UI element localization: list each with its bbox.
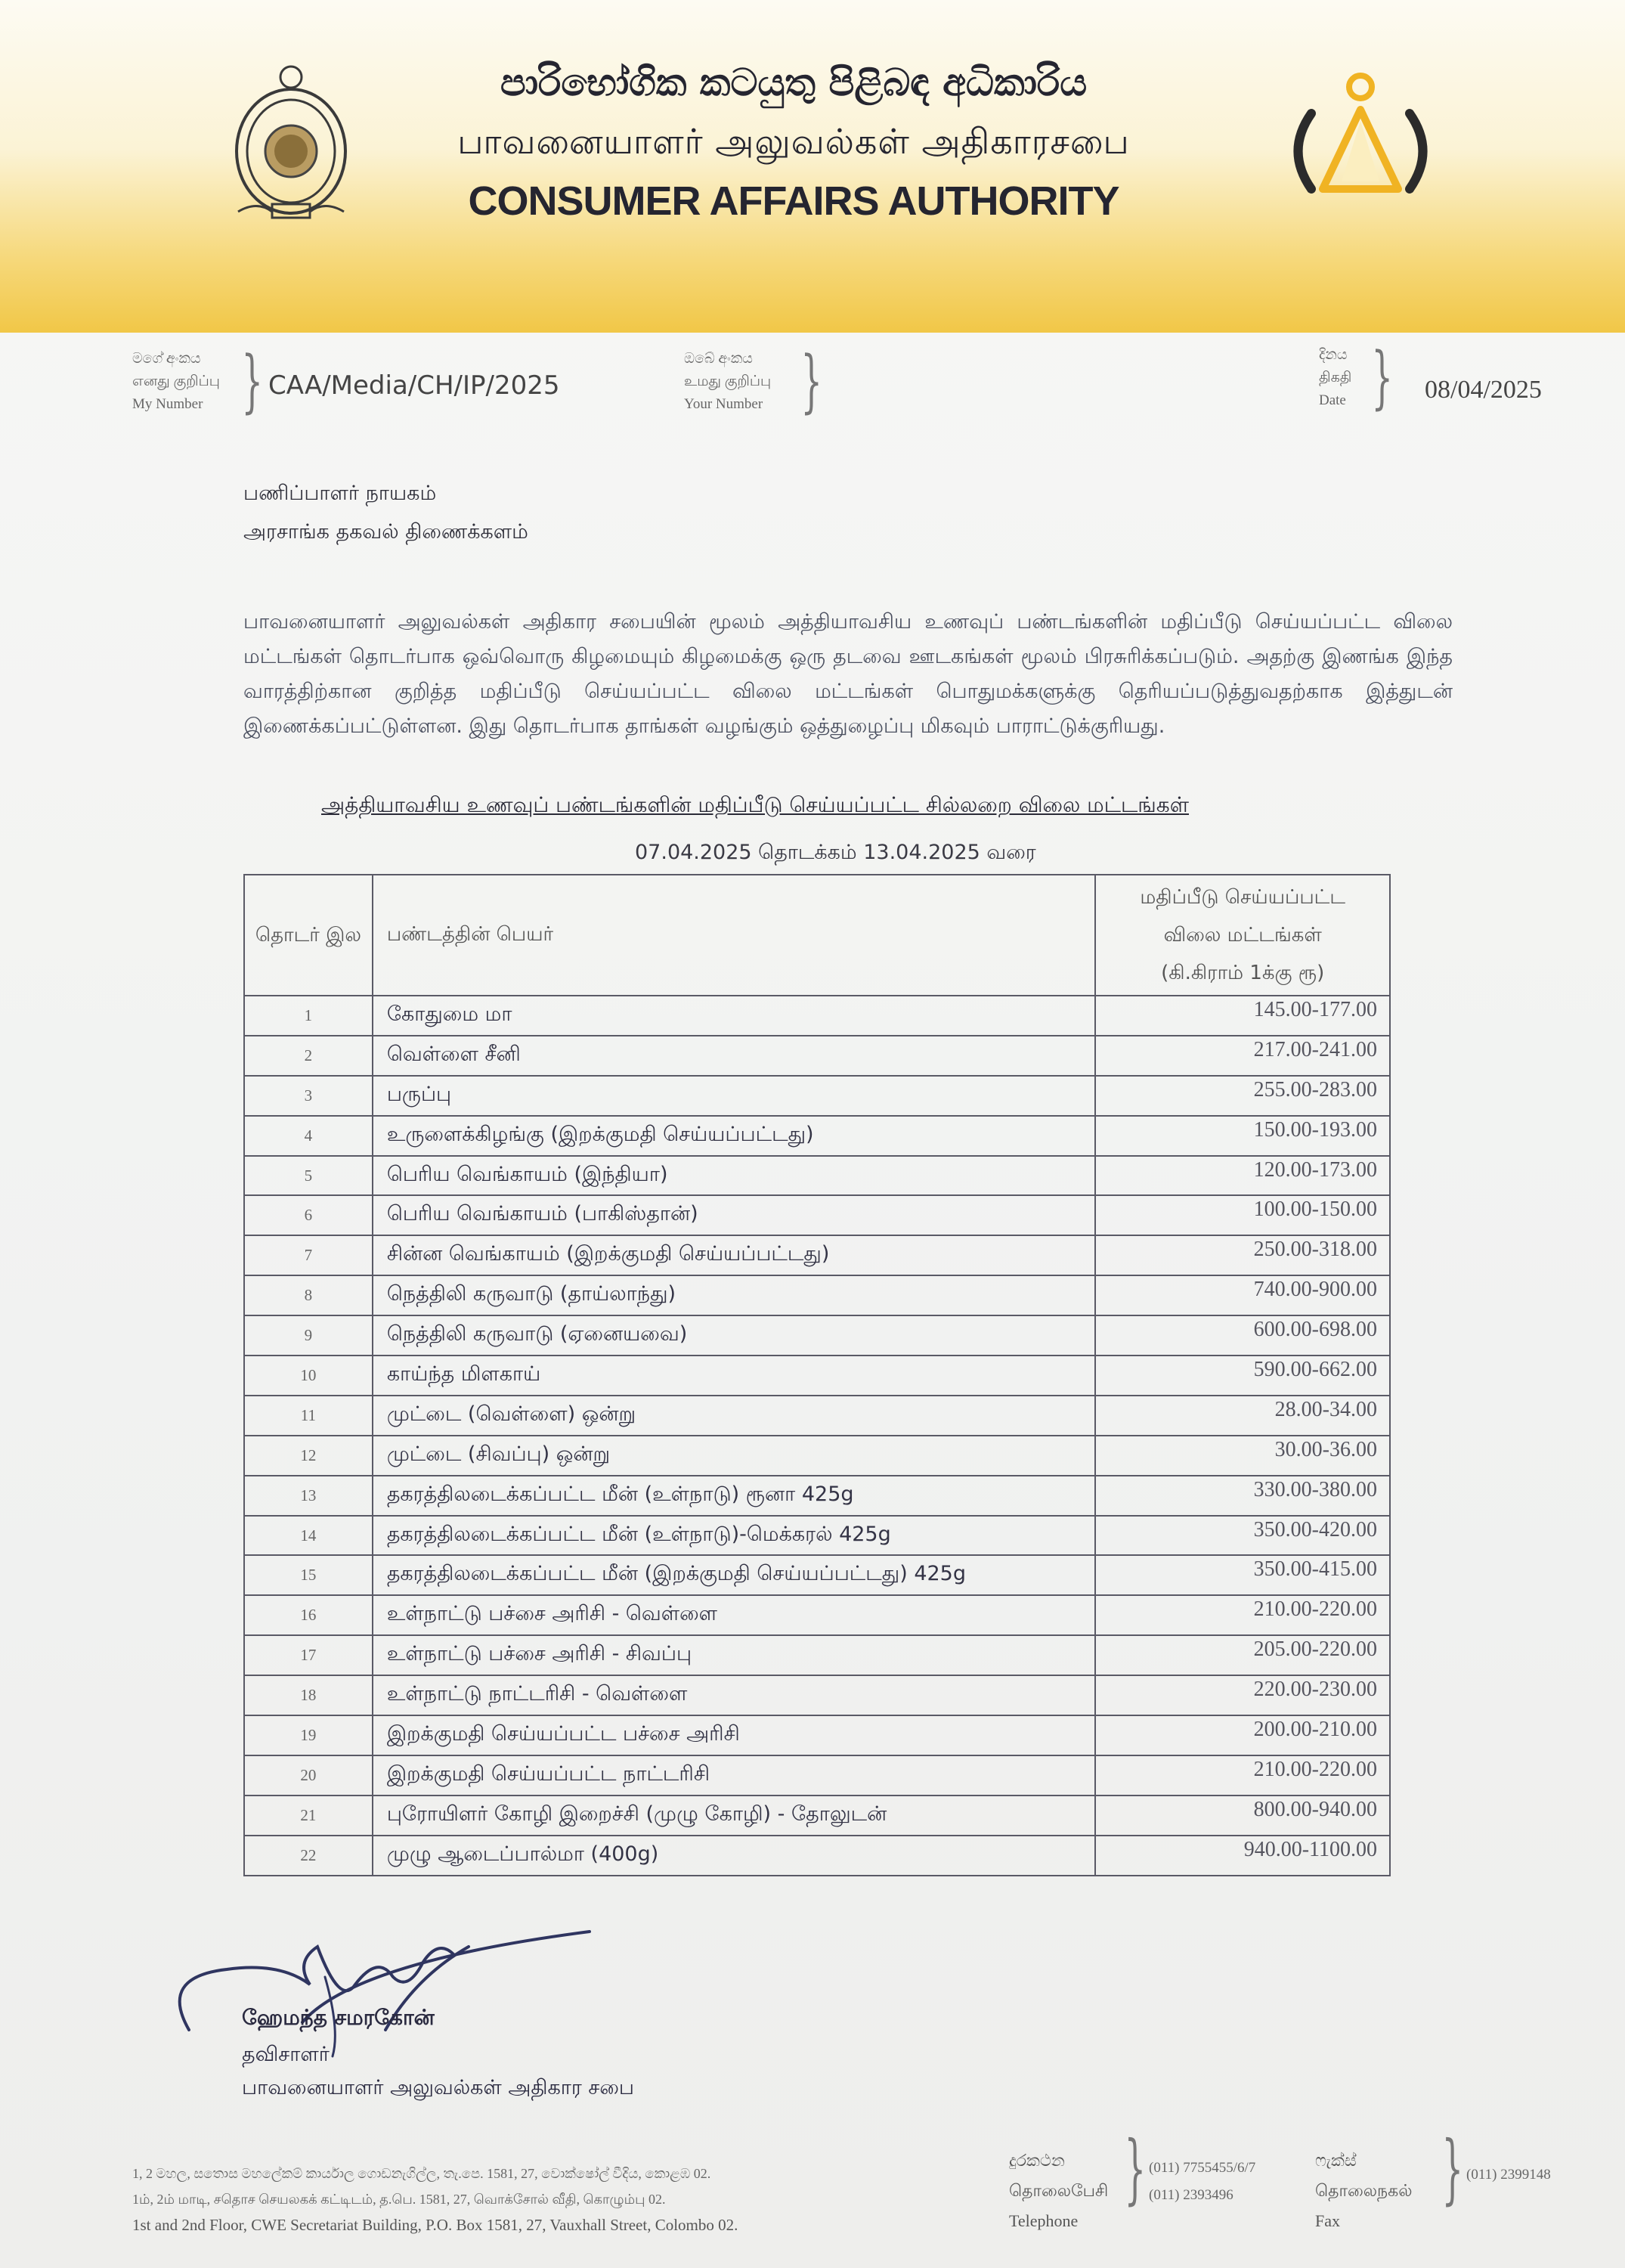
footer-address	[132, 2161, 738, 2238]
row-serial-no: 16	[244, 1595, 373, 1635]
brace-glyph: }	[1124, 2124, 1147, 2213]
brace-glyph: }	[1441, 2124, 1464, 2213]
row-serial-no: 12	[244, 1436, 373, 1476]
row-item-name: உள்நாட்டு பச்சை அரிசி - சிவப்பு	[373, 1635, 1096, 1675]
row-item-name: புரோயிளர் கோழி இறைச்சி (முழு கோழி) - தோலுடன்	[373, 1796, 1096, 1836]
caa-logo	[1270, 68, 1451, 212]
fax-label-en: Fax	[1315, 2211, 1340, 2230]
row-price-range: 210.00-220.00	[1095, 1595, 1390, 1635]
telephone-labels	[1009, 2146, 1108, 2236]
table-row	[244, 1195, 1390, 1235]
row-item-name: தகரத்திலடைக்கப்பட்ட மீன் (உள்நாடு) ரூனா 425g	[373, 1476, 1096, 1516]
table-row	[244, 1796, 1390, 1836]
row-serial-no: 7	[244, 1235, 373, 1275]
row-price-range: 30.00-36.00	[1095, 1436, 1390, 1476]
header-item-name: பண்டத்தின் பெயர்	[373, 875, 1096, 996]
row-item-name: தகரத்திலடைக்கப்பட்ட மீன் (உள்நாடு)-மெக்கரல் 425g	[373, 1516, 1096, 1556]
table-row	[244, 1235, 1390, 1275]
row-item-name: நெத்திலி கருவாடு (ஏனையவை)	[373, 1315, 1096, 1356]
header-price-line-1: மதிப்பீடு செய்யப்பட்ட	[1140, 886, 1346, 909]
telephone-label-ta: தொலைபேசி	[1009, 2181, 1109, 2200]
footer-address-tamil: 1ம், 2ம் மாடி, சதொச செயலகக் கட்டிடம், த.பெ. 1581, 27, வொக்சோல் வீதி, கொழும்பு 02.	[132, 2192, 666, 2207]
row-serial-no: 18	[244, 1675, 373, 1715]
row-item-name: காய்ந்த மிளகாய்	[373, 1356, 1096, 1396]
row-item-name: முழு ஆடைப்பால்மா (400g)	[373, 1836, 1096, 1876]
header-price	[1095, 875, 1390, 996]
table-row	[244, 1396, 1390, 1436]
telephone-number-1: (011) 7755455/6/7	[1149, 2160, 1256, 2176]
footer-address-english: 1st and 2nd Floor, CWE Secretariat Building, P.O. Box 1581, 27, Vauxhall Street, Colombo 02.	[132, 2216, 738, 2234]
table-row	[244, 1436, 1390, 1476]
my-number-label-ta: எனது குறிப்பு	[132, 373, 220, 389]
row-price-range: 120.00-173.00	[1095, 1156, 1390, 1196]
brace-glyph: }	[1371, 338, 1393, 417]
header-serial-no: தொடர் இல	[244, 875, 373, 996]
row-serial-no: 8	[244, 1275, 373, 1315]
footer-address-sinhala: 1, 2 මහල, සතොස මහලේකම් කාර්යාල ගොඩනැගිල්ල, තැ.පෙ. 1581, 27, වොක්ෂෝල් වීදිය, කොළඹ 02.	[132, 2166, 711, 2181]
brace-glyph: }	[800, 342, 822, 421]
table-row	[244, 1715, 1390, 1755]
row-item-name: இறக்குமதி செய்யப்பட்ட நாட்டரிசி	[373, 1755, 1096, 1796]
row-serial-no: 14	[244, 1516, 373, 1556]
row-serial-no: 5	[244, 1156, 373, 1196]
date-label-si: දිනය	[1319, 347, 1348, 363]
date-group	[1319, 338, 1542, 417]
table-row	[244, 1675, 1390, 1715]
row-serial-no: 22	[244, 1836, 373, 1876]
table-row	[244, 1036, 1390, 1076]
row-serial-no: 20	[244, 1755, 373, 1796]
row-price-range: 205.00-220.00	[1095, 1635, 1390, 1675]
fax-labels	[1315, 2146, 1412, 2236]
row-price-range: 250.00-318.00	[1095, 1235, 1390, 1275]
row-price-range: 740.00-900.00	[1095, 1275, 1390, 1315]
table-row	[244, 1595, 1390, 1635]
row-price-range: 220.00-230.00	[1095, 1675, 1390, 1715]
row-serial-no: 17	[244, 1635, 373, 1675]
title-tamil: பாவனையாளர் அலுவல்கள் அதிகாரசபை	[457, 121, 1130, 162]
table-row	[244, 1315, 1390, 1356]
row-price-range: 330.00-380.00	[1095, 1476, 1390, 1516]
table-header-row	[244, 875, 1390, 996]
table-title: அத்தியாவசிய உணவுப் பண்டங்களின் மதிப்பீடு செய்யப்பட்ட சில்லறை விலை மட்டங்கள்	[321, 792, 1189, 817]
body-paragraph: பாவனையாளர் அலுவல்கள் அதிகார சபையின் மூலம் அத்தியாவசிய உணவுப் பண்டங்களின் மதிப்பீடு செய்யப்பட்ட விலை மட்டங்கள் தொடர்பாக ஒவ்வொரு கிழமையும் கிழமைக்கு ஒரு தடவை ஊடகங்கள் மூலம் பிரசுரிக்கப்படும். அதற்கு இணங்க இந்த வாரத்திற்கான குறித்த மதிப்பீடு செய்யப்பட்ட விலை மட்டங்கள் பொதுமக்களுக்கு தெரியப்படுத்துவதற்காக இத்துடன் இணைக்கப்பட்டுள்ளன. இது தொடர்பாக தாங்கள் வழங்கும் ஒத்துழைப்பு மிகவும் பாராட்டுக்குரியது.	[243, 610, 1453, 738]
telephone-numbers	[1149, 2155, 1255, 2209]
row-item-name: பருப்பு	[373, 1076, 1096, 1116]
date-range: 07.04.2025 தொடக்கம் 13.04.2025 வரை	[635, 841, 1036, 864]
table-row	[244, 1755, 1390, 1796]
row-price-range: 100.00-150.00	[1095, 1195, 1390, 1235]
date-value: 08/04/2025	[1425, 376, 1542, 404]
your-number-group	[684, 342, 822, 421]
row-price-range: 600.00-698.00	[1095, 1315, 1390, 1356]
fax-label-ta: தொலைநகல்	[1315, 2181, 1413, 2200]
table-row	[244, 1156, 1390, 1196]
handwritten-signature	[166, 1916, 635, 2060]
row-price-range: 800.00-940.00	[1095, 1796, 1390, 1836]
recipient-line-2: அரசாங்க தகவல் திணைக்களம்	[243, 520, 528, 544]
row-item-name: சின்ன வெங்காயம் (இறக்குமதி செய்யப்பட்டது)	[373, 1235, 1096, 1275]
row-price-range: 145.00-177.00	[1095, 996, 1390, 1036]
recipient-line-1: பணிப்பாளர் நாயகம்	[243, 482, 437, 505]
table-row	[244, 1836, 1390, 1876]
table-row	[244, 1555, 1390, 1595]
my-number-label-si: මගේ අංකය	[132, 351, 201, 367]
table-row	[244, 1275, 1390, 1315]
row-item-name: உள்நாட்டு பச்சை அரிசி - வெள்ளை	[373, 1595, 1096, 1635]
header-price-line-2: விலை மட்டங்கள்	[1163, 924, 1322, 947]
row-serial-no: 1	[244, 996, 373, 1036]
date-label-ta: திகதி	[1319, 370, 1352, 386]
signatory-title: தவிசாளர்	[242, 2043, 330, 2066]
row-serial-no: 19	[244, 1715, 373, 1755]
my-number-group	[132, 342, 560, 421]
row-item-name: வெள்ளை சீனி	[373, 1036, 1096, 1076]
row-item-name: முட்டை (சிவப்பு) ஒன்று	[373, 1436, 1096, 1476]
row-price-range: 150.00-193.00	[1095, 1116, 1390, 1156]
fax-number: (011) 2399148	[1466, 2167, 1551, 2183]
my-number-label-en: My Number	[132, 396, 203, 412]
your-number-label-en: Your Number	[684, 396, 763, 412]
table-row	[244, 1516, 1390, 1556]
row-item-name: முட்டை (வெள்ளை) ஒன்று	[373, 1396, 1096, 1436]
row-serial-no: 4	[244, 1116, 373, 1156]
row-price-range: 210.00-220.00	[1095, 1755, 1390, 1796]
row-price-range: 940.00-1100.00	[1095, 1836, 1390, 1876]
row-item-name: உள்நாட்டு நாட்டரிசி - வெள்ளை	[373, 1675, 1096, 1715]
signatory-name: ஹேமந்த சமரகோன்	[242, 2005, 435, 2030]
row-item-name: இறக்குமதி செய்யப்பட்ட பச்சை அரிசி	[373, 1715, 1096, 1755]
row-item-name: தகரத்திலடைக்கப்பட்ட மீன் (இறக்குமதி செய்யப்பட்டது) 425g	[373, 1555, 1096, 1595]
row-serial-no: 3	[244, 1076, 373, 1116]
your-number-label-si: ඔබේ අංකය	[684, 351, 753, 367]
my-number-value: CAA/Media/CH/IP/2025	[268, 370, 560, 401]
table-row	[244, 1635, 1390, 1675]
header-price-line-3: (கி.கிராம் 1க்கு ரூ)	[1161, 962, 1325, 984]
row-price-range: 350.00-415.00	[1095, 1555, 1390, 1595]
table-row	[244, 1356, 1390, 1396]
signatory-organization: பாவனையாளர் அலுவல்கள் அதிகார சபை	[242, 2076, 634, 2099]
row-serial-no: 15	[244, 1555, 373, 1595]
price-table	[243, 874, 1391, 1876]
row-item-name: உருளைக்கிழங்கு (இறக்குமதி செய்யப்பட்டது)	[373, 1116, 1096, 1156]
row-price-range: 590.00-662.00	[1095, 1356, 1390, 1396]
row-item-name: கோதுமை மா	[373, 996, 1096, 1036]
row-serial-no: 6	[244, 1195, 373, 1235]
row-serial-no: 10	[244, 1356, 373, 1396]
fax-label-si: ෆැක්ස්	[1315, 2151, 1357, 2170]
table-row	[244, 996, 1390, 1036]
row-serial-no: 13	[244, 1476, 373, 1516]
sri-lanka-emblem	[227, 60, 355, 227]
row-price-range: 200.00-210.00	[1095, 1715, 1390, 1755]
row-price-range: 350.00-420.00	[1095, 1516, 1390, 1556]
row-serial-no: 11	[244, 1396, 373, 1436]
date-label-en: Date	[1319, 392, 1346, 408]
letterhead	[0, 0, 1625, 333]
brace-glyph: }	[241, 342, 263, 421]
row-price-range: 217.00-241.00	[1095, 1036, 1390, 1076]
your-number-label-ta: உமது குறிப்பு	[684, 373, 772, 389]
row-price-range: 28.00-34.00	[1095, 1396, 1390, 1436]
row-serial-no: 21	[244, 1796, 373, 1836]
title-sinhala: පාරිභෝගික කටයුතු පිළිබඳ අධිකාරිය	[500, 60, 1088, 104]
table-row	[244, 1076, 1390, 1116]
row-serial-no: 9	[244, 1315, 373, 1356]
telephone-label-si: දුරකථන	[1009, 2151, 1065, 2170]
telephone-number-2: (011) 2393496	[1149, 2187, 1233, 2203]
row-item-name: பெரிய வெங்காயம் (இந்தியா)	[373, 1156, 1096, 1196]
row-serial-no: 2	[244, 1036, 373, 1076]
title-english: CONSUMER AFFAIRS AUTHORITY	[468, 178, 1119, 224]
price-table-body	[244, 996, 1390, 1876]
row-price-range: 255.00-283.00	[1095, 1076, 1390, 1116]
row-item-name: நெத்திலி கருவாடு (தாய்லாந்து)	[373, 1275, 1096, 1315]
table-row	[244, 1476, 1390, 1516]
table-row	[244, 1116, 1390, 1156]
row-item-name: பெரிய வெங்காயம் (பாகிஸ்தான்)	[373, 1195, 1096, 1235]
telephone-label-en: Telephone	[1009, 2211, 1079, 2230]
